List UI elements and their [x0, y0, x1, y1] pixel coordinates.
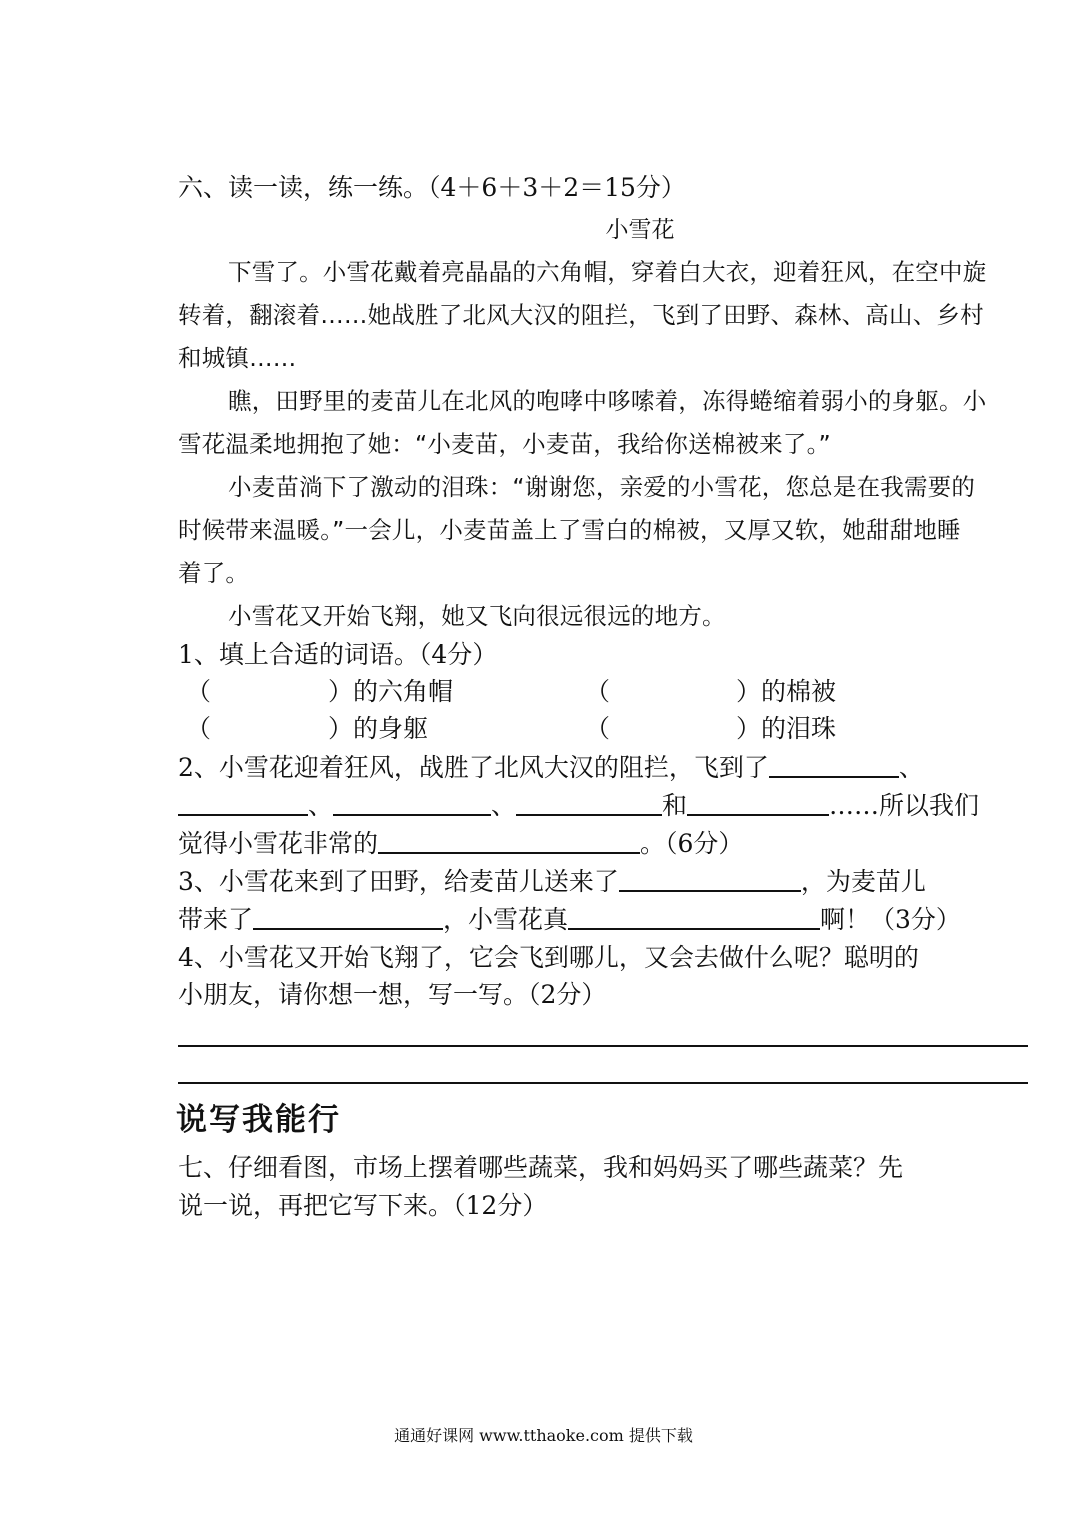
question-2-line1: [178, 750, 1038, 786]
q2-blank-4[interactable]: [516, 788, 662, 816]
q1-row1-left-open-paren: （: [186, 677, 212, 706]
q1-row2-right-label: ）的泪珠: [736, 714, 837, 743]
answer-line-1[interactable]: [178, 1045, 1028, 1047]
question-1-prompt: 1、填上合适的词语。（4分）: [178, 640, 498, 669]
question-1-row-2: [178, 711, 1038, 747]
q2-line3-text: 觉得小雪花非常的: [178, 829, 379, 858]
question-7-line2: 说一说，再把它写下来。（12分）: [178, 1191, 548, 1220]
q2-line1-end: 、: [898, 753, 924, 782]
q1-row2-right-open-paren: （: [585, 714, 611, 743]
q1-row1-right-open-paren: （: [585, 677, 611, 706]
q2-sep-2: 、: [491, 791, 517, 820]
question-3-line1: [178, 864, 1038, 900]
q2-blank-3[interactable]: [333, 788, 491, 816]
passage-title: 小雪花: [605, 217, 675, 243]
q2-blank-2[interactable]: [178, 788, 308, 816]
q1-row1-left-label: ）的六角帽: [328, 677, 454, 706]
q2-line1-text: 2、小雪花迎着狂风，战胜了北风大汉的阻拦，飞到了: [178, 753, 769, 782]
q2-line3-end: 。（6分）: [640, 829, 744, 858]
question-7-line1: 七、仔细看图，市场上摆着哪些蔬菜，我和妈妈买了哪些蔬菜？先: [178, 1153, 904, 1182]
q3-line2-end: 啊！（3分）: [820, 905, 961, 934]
q2-blank-1[interactable]: [769, 750, 899, 778]
question-2-line2: [178, 788, 1038, 824]
passage-p2-line2: 雪花温柔地拥抱了她：“小麦苗，小麦苗，我给你送棉被来了。”: [178, 430, 831, 458]
question-2-line3: [178, 826, 1038, 862]
q3-line2-mid: ，小雪花真: [443, 905, 569, 934]
passage-p1-line3: 和城镇……: [178, 344, 297, 372]
q2-line2-end: ……所以我们: [829, 791, 980, 820]
passage-p3-line2: 时候带来温暖。”一会儿，小麦苗盖上了雪白的棉被，又厚又软，她甜甜地睡: [178, 516, 961, 544]
passage-p3-line1: 小麦苗淌下了激动的泪珠：“谢谢您，亲爱的小雪花，您总是在我需要的: [228, 473, 976, 501]
passage-p3-line3: 着了。: [178, 559, 250, 587]
question-3-line2: [178, 902, 1038, 938]
q3-blank-2[interactable]: [253, 902, 443, 930]
passage-p1-line2: 转着，翻滚着……她战胜了北风大汉的阻拦，飞到了田野、森林、高山、乡村: [178, 301, 984, 329]
q1-row2-left-open-paren: （: [186, 714, 212, 743]
question-4-line1: 4、小雪花又开始飞翔了，它会飞到哪儿，又会去做什么呢？聪明的: [178, 943, 919, 972]
q1-row2-left-label: ）的身躯: [328, 714, 429, 743]
q2-sep-1: 、: [308, 791, 334, 820]
answer-line-2[interactable]: [178, 1082, 1028, 1084]
q3-line1-end: ，为麦苗儿: [800, 867, 926, 896]
q3-blank-3[interactable]: [568, 902, 820, 930]
passage-p4-line1: 小雪花又开始飞翔，她又飞向很远很远的地方。: [228, 602, 726, 630]
q3-blank-1[interactable]: [619, 864, 801, 892]
q1-row1-right-label: ）的棉被: [736, 677, 837, 706]
passage-p2-line1: 瞧，田野里的麦苗儿在北风的咆哮中哆嗦着，冻得蜷缩着弱小的身躯。小: [228, 387, 987, 415]
passage-p1-line1: 下雪了。小雪花戴着亮晶晶的六角帽，穿着白大衣，迎着狂风，在空中旋: [228, 258, 987, 286]
section-7-heading: 说写我能行: [176, 1102, 341, 1138]
footer-download-credit: 通通好课网 www.tthaoke.com 提供下载: [394, 1426, 693, 1445]
question-1-row-1: [178, 674, 1038, 710]
q3-line2-text: 带来了: [178, 905, 254, 934]
q2-blank-5[interactable]: [687, 788, 829, 816]
q2-and: 和: [662, 791, 688, 820]
question-4-line2: 小朋友，请你想一想，写一写。（2分）: [178, 980, 607, 1009]
section-6-heading: 六、读一读，练一练。（4＋6＋3＋2＝15分）: [178, 173, 686, 202]
q3-line1-text: 3、小雪花来到了田野，给麦苗儿送来了: [178, 867, 619, 896]
q2-blank-6[interactable]: [378, 826, 640, 854]
